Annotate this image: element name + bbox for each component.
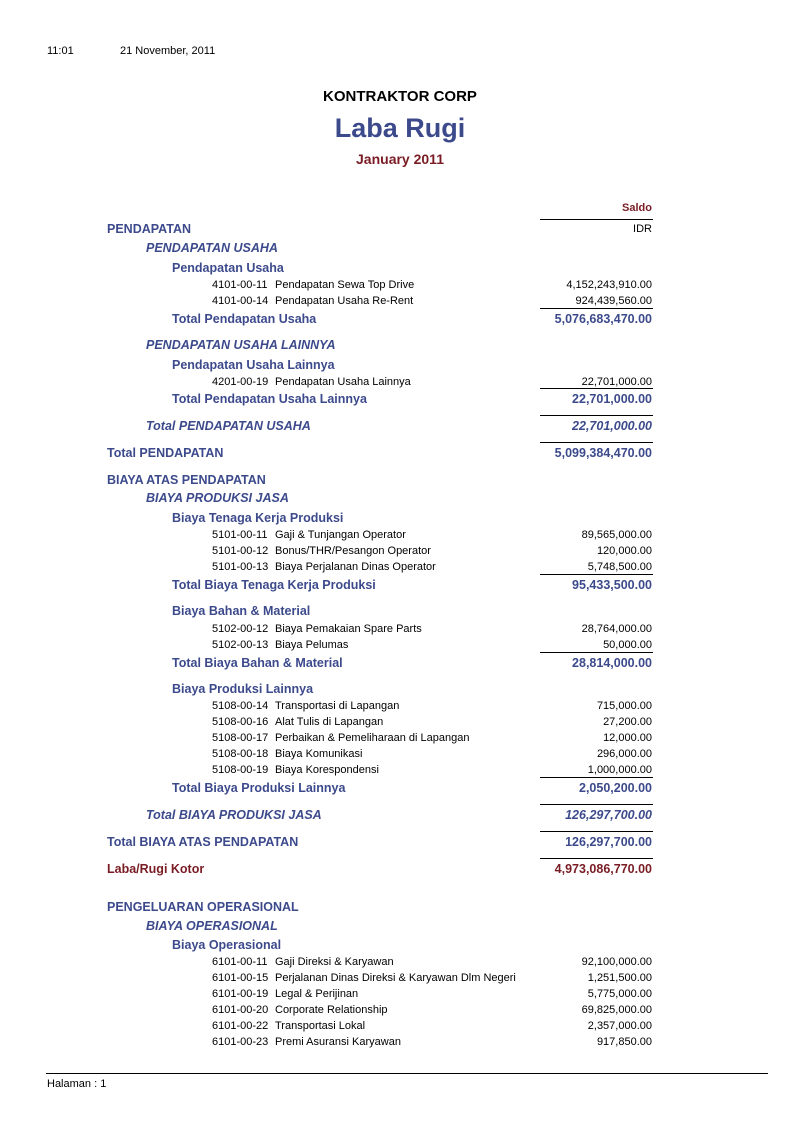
header-rule <box>540 219 653 220</box>
section-total-row <box>0 835 800 851</box>
row-label: BIAYA ATAS PENDAPATAN <box>107 473 266 487</box>
row-amount: 95,433,500.00 <box>572 578 652 592</box>
account-name: Perbaikan & Pemeliharaan di Lapangan <box>275 732 470 744</box>
account-name: Bonus/THR/Pesangon Operator <box>275 545 431 557</box>
row-amount: 28,764,000.00 <box>581 623 652 635</box>
subgroup-heading <box>0 682 800 698</box>
row-label: PENDAPATAN USAHA LAINNYA <box>146 338 336 352</box>
account-code: 5102-00-12 <box>212 623 269 635</box>
subgroup-heading <box>0 261 800 277</box>
account-name: Pendapatan Usaha Lainnya <box>275 376 411 388</box>
total-rule <box>540 388 653 389</box>
account-row <box>0 716 800 732</box>
row-amount: 917,850.00 <box>596 1036 652 1048</box>
subtotal-row <box>0 392 800 408</box>
subtotal-row <box>0 312 800 328</box>
row-amount: 22,701,000.00 <box>572 419 652 433</box>
row-amount: 2,357,000.00 <box>587 1020 652 1032</box>
account-name: Pendapatan Sewa Top Drive <box>275 279 415 291</box>
account-code: 6101-00-20 <box>212 1004 269 1016</box>
row-amount: 4,973,086,770.00 <box>554 862 652 876</box>
account-name: Transportasi di Lapangan <box>275 700 400 712</box>
section-heading <box>0 222 800 238</box>
account-code: 5108-00-17 <box>212 732 269 744</box>
account-name: Pendapatan Usaha Re-Rent <box>275 295 414 307</box>
account-code: 5108-00-18 <box>212 748 269 760</box>
account-code: 5101-00-12 <box>212 545 269 557</box>
account-row <box>0 732 800 748</box>
subtotal-row <box>0 781 800 797</box>
group-heading <box>0 919 800 935</box>
account-code: 5108-00-14 <box>212 700 269 712</box>
row-label: Total BIAYA PRODUKSI JASA <box>146 808 322 822</box>
total-rule <box>540 804 653 805</box>
row-amount: 12,000.00 <box>603 732 652 744</box>
group-heading <box>0 338 800 354</box>
account-code: 5102-00-13 <box>212 639 269 651</box>
group-heading <box>0 491 800 507</box>
account-code: 5101-00-13 <box>212 561 269 573</box>
footer-rule <box>46 1073 768 1074</box>
row-amount: 1,251,500.00 <box>587 972 652 984</box>
section-heading <box>0 900 800 916</box>
row-label: Biaya Tenaga Kerja Produksi <box>172 511 344 525</box>
row-amount: 50,000.00 <box>603 639 652 651</box>
row-label: Total PENDAPATAN <box>107 446 224 460</box>
account-row <box>0 764 800 780</box>
account-row <box>0 1036 800 1052</box>
account-name: Biaya Pemakaian Spare Parts <box>275 623 422 635</box>
account-row <box>0 1020 800 1036</box>
currency-label: IDR <box>633 223 652 235</box>
row-amount: 22,701,000.00 <box>581 376 652 388</box>
account-name: Biaya Perjalanan Dinas Operator <box>275 561 436 573</box>
account-name: Alat Tulis di Lapangan <box>275 716 384 728</box>
row-label: Laba/Rugi Kotor <box>107 862 205 876</box>
account-row <box>0 988 800 1004</box>
subtotal-row <box>0 578 800 594</box>
row-amount: 924,439,560.00 <box>575 295 652 307</box>
row-amount: 92,100,000.00 <box>581 956 652 968</box>
account-code: 6101-00-19 <box>212 988 269 1000</box>
group-heading <box>0 241 800 257</box>
row-amount: 22,701,000.00 <box>572 392 652 406</box>
account-row <box>0 1004 800 1020</box>
row-amount: 5,748,500.00 <box>587 561 652 573</box>
row-label: Pendapatan Usaha Lainnya <box>172 358 335 372</box>
account-row <box>0 956 800 972</box>
report-date: 21 November, 2011 <box>120 45 216 57</box>
account-name: Gaji & Tunjangan Operator <box>275 529 406 541</box>
row-label: Biaya Operasional <box>172 938 282 952</box>
row-amount: 715,000.00 <box>596 700 652 712</box>
account-code: 4201-00-19 <box>212 376 269 388</box>
section-total-row <box>0 446 800 462</box>
subgroup-heading <box>0 604 800 620</box>
row-label: Total Biaya Tenaga Kerja Produksi <box>172 578 376 592</box>
row-amount: 1,000,000.00 <box>587 764 652 776</box>
account-name: Perjalanan Dinas Direksi & Karyawan Dlm Negeri <box>275 972 516 984</box>
account-name: Biaya Komunikasi <box>275 748 363 760</box>
row-amount: 126,297,700.00 <box>565 835 652 849</box>
account-name: Gaji Direksi & Karyawan <box>275 956 394 968</box>
page-number: Halaman : 1 <box>47 1078 107 1090</box>
total-rule <box>540 831 653 832</box>
account-row <box>0 748 800 764</box>
subgroup-heading <box>0 511 800 527</box>
account-row <box>0 700 800 716</box>
account-row <box>0 561 800 577</box>
total-rule <box>540 415 653 416</box>
account-row <box>0 295 800 311</box>
row-amount: 296,000.00 <box>596 748 652 760</box>
account-row <box>0 376 800 392</box>
row-amount: 4,152,243,910.00 <box>566 279 652 291</box>
row-amount: 89,565,000.00 <box>581 529 652 541</box>
subtotal-row <box>0 656 800 672</box>
row-label: Total Biaya Bahan & Material <box>172 656 343 670</box>
row-amount: 5,775,000.00 <box>587 988 652 1000</box>
row-label: Total Pendapatan Usaha <box>172 312 317 326</box>
row-label: Biaya Produksi Lainnya <box>172 682 314 696</box>
row-amount: 126,297,700.00 <box>565 808 652 822</box>
total-rule <box>540 777 653 778</box>
account-name: Premi Asuransi Karyawan <box>275 1036 401 1048</box>
account-name: Biaya Korespondensi <box>275 764 379 776</box>
row-label: BIAYA PRODUKSI JASA <box>146 491 289 505</box>
account-code: 6101-00-15 <box>212 972 269 984</box>
account-row <box>0 529 800 545</box>
account-name: Biaya Pelumas <box>275 639 349 651</box>
row-label: PENGELUARAN OPERASIONAL <box>107 900 299 914</box>
account-row <box>0 545 800 561</box>
account-code: 5101-00-11 <box>212 529 268 541</box>
row-label: Total PENDAPATAN USAHA <box>146 419 311 433</box>
row-amount: 28,814,000.00 <box>572 656 652 670</box>
account-row <box>0 279 800 295</box>
account-row <box>0 972 800 988</box>
row-amount: 69,825,000.00 <box>581 1004 652 1016</box>
row-label: Total BIAYA ATAS PENDAPATAN <box>107 835 299 849</box>
account-code: 4101-00-14 <box>212 295 269 307</box>
row-amount: 27,200.00 <box>603 716 652 728</box>
report-period: January 2011 <box>356 151 444 167</box>
report-time: 11:01 <box>47 45 74 57</box>
account-code: 5108-00-19 <box>212 764 269 776</box>
group-total-row <box>0 808 800 824</box>
total-rule <box>540 574 653 575</box>
saldo-column-header: Saldo <box>622 202 652 214</box>
company-name: KONTRAKTOR CORP <box>323 88 477 105</box>
account-name: Legal & Perijinan <box>275 988 359 1000</box>
subgroup-heading <box>0 358 800 374</box>
row-label: PENDAPATAN USAHA <box>146 241 278 255</box>
row-label: Total Biaya Produksi Lainnya <box>172 781 346 795</box>
total-rule <box>540 442 653 443</box>
gross-profit-row <box>0 862 800 878</box>
total-rule <box>540 652 653 653</box>
account-code: 4101-00-11 <box>212 279 268 291</box>
group-total-row <box>0 419 800 435</box>
account-code: 6101-00-23 <box>212 1036 269 1048</box>
row-label: PENDAPATAN <box>107 222 192 236</box>
account-code: 5108-00-16 <box>212 716 269 728</box>
total-rule <box>540 308 653 309</box>
row-label: Total Pendapatan Usaha Lainnya <box>172 392 367 406</box>
account-code: 6101-00-11 <box>212 956 268 968</box>
row-amount: 2,050,200.00 <box>579 781 652 795</box>
account-name: Corporate Relationship <box>275 1004 388 1016</box>
row-label: BIAYA OPERASIONAL <box>146 919 278 933</box>
row-label: Biaya Bahan & Material <box>172 604 311 618</box>
row-amount: 120,000.00 <box>596 545 652 557</box>
row-amount: 5,099,384,470.00 <box>554 446 652 460</box>
account-code: 6101-00-22 <box>212 1020 269 1032</box>
subgroup-heading <box>0 938 800 954</box>
row-label: Pendapatan Usaha <box>172 261 284 275</box>
account-name: Transportasi Lokal <box>275 1020 366 1032</box>
account-row <box>0 639 800 655</box>
account-row <box>0 623 800 639</box>
report-title: Laba Rugi <box>334 113 466 143</box>
section-heading <box>0 473 800 489</box>
total-rule <box>540 858 653 859</box>
row-amount: 5,076,683,470.00 <box>554 312 652 326</box>
